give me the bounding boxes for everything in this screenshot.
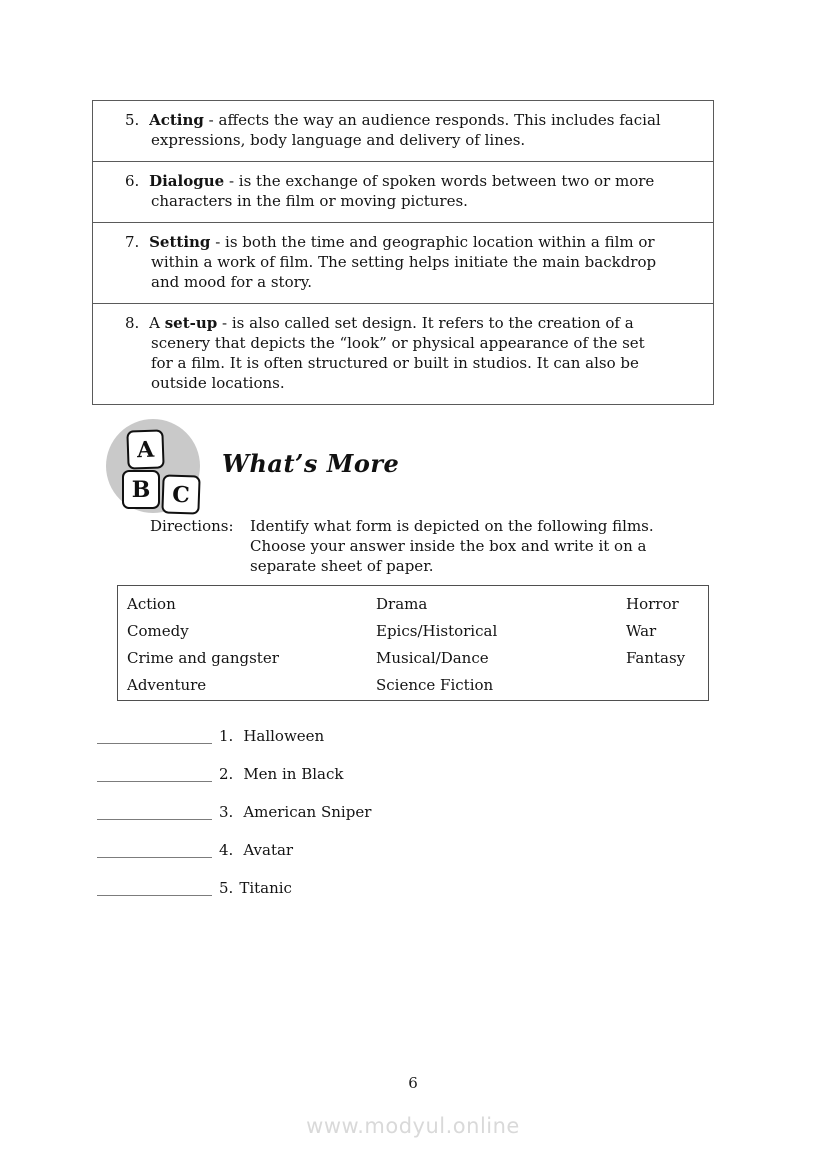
answer-blank bbox=[97, 844, 212, 858]
question-number: 4. bbox=[219, 841, 234, 859]
table-row bbox=[93, 101, 714, 162]
answer-choices-box bbox=[117, 585, 709, 701]
question-item bbox=[97, 727, 371, 765]
definition-item bbox=[125, 232, 667, 292]
choice-item: Crime and gangster bbox=[127, 649, 279, 667]
question-item bbox=[97, 765, 371, 803]
choices-column-2 bbox=[376, 591, 626, 700]
choice-item: Drama bbox=[376, 595, 428, 613]
choice-item: War bbox=[626, 622, 657, 640]
choice-item: Science Fiction bbox=[376, 676, 494, 694]
question-film-title: Halloween bbox=[243, 727, 325, 745]
definition-item bbox=[125, 171, 667, 211]
watermark-text: www.modyul.online bbox=[306, 1114, 520, 1138]
choice-item: Fantasy bbox=[626, 649, 686, 667]
definition-number: 5. bbox=[125, 111, 140, 129]
definition-text: - affects the way an audience responds. This includes facial expressions, body language and delivery of lines. bbox=[151, 111, 661, 149]
question-film-title: Titanic bbox=[239, 879, 292, 897]
definition-number: 8. bbox=[125, 314, 140, 332]
question-number: 5. bbox=[219, 879, 234, 897]
abc-blocks-icon bbox=[106, 419, 200, 513]
choices-column-1 bbox=[127, 591, 376, 700]
question-number: 3. bbox=[219, 803, 234, 821]
question-list bbox=[97, 727, 371, 917]
table-row bbox=[93, 162, 714, 223]
definition-number: 7. bbox=[125, 233, 140, 251]
choice-item: Musical/Dance bbox=[376, 649, 489, 667]
choices-column-3 bbox=[626, 591, 708, 700]
question-film-title: Avatar bbox=[243, 841, 294, 859]
choice-item: Action bbox=[127, 595, 176, 613]
question-number: 2. bbox=[219, 765, 234, 783]
choice-item: Adventure bbox=[127, 676, 207, 694]
question-item bbox=[97, 841, 371, 879]
letter-block-b: B bbox=[122, 470, 160, 509]
page-number: 6 bbox=[408, 1074, 418, 1092]
table-row bbox=[93, 304, 714, 405]
letter-block-c: C bbox=[161, 474, 200, 514]
table-row bbox=[93, 223, 714, 304]
definition-term: set-up bbox=[164, 314, 218, 332]
choice-item: Comedy bbox=[127, 622, 189, 640]
film-elements-definitions-table bbox=[92, 100, 714, 405]
answer-blank bbox=[97, 882, 212, 896]
definition-term: Acting bbox=[149, 111, 204, 129]
question-film-title: Men in Black bbox=[243, 765, 344, 783]
definition-item: 8. A set-up - is also called set design. It refers to the creation of a scenery that depicts the “look” or physical appearance of the set for a film. It is often structured or built in studios. It can also be outside locations. bbox=[125, 314, 645, 392]
letter-block-a: A bbox=[126, 429, 164, 469]
definition-term: Setting bbox=[149, 233, 211, 251]
definition-number: 6. bbox=[125, 172, 140, 190]
choice-item: Epics/Historical bbox=[376, 622, 498, 640]
question-item bbox=[97, 803, 371, 841]
directions-label: Directions: bbox=[150, 517, 234, 535]
question-item bbox=[97, 879, 371, 917]
definition-text: - is both the time and geographic location within a film or within a work of film. The setting helps initiate the main backdrop and mood for a story. bbox=[151, 233, 657, 291]
question-number: 1. bbox=[219, 727, 234, 745]
definition-item bbox=[125, 110, 667, 150]
directions bbox=[150, 516, 710, 576]
choice-item: Horror bbox=[626, 595, 679, 613]
answer-blank bbox=[97, 730, 212, 744]
answer-blank bbox=[97, 768, 212, 782]
section-title: What’s More bbox=[222, 449, 400, 478]
directions-text: Identify what form is depicted on the following films. Choose your answer inside the box and write it on a separate sheet of paper. bbox=[250, 517, 654, 575]
answer-blank bbox=[97, 806, 212, 820]
definition-term: Dialogue bbox=[149, 172, 225, 190]
definition-text: - is the exchange of spoken words between two or more characters in the film or moving pictures. bbox=[151, 172, 655, 210]
question-film-title: American Sniper bbox=[243, 803, 372, 821]
definition-text: - is also called set design. It refers to the creation of a scenery that depicts the “look” or physical appearance of the set for a film. It is often structured or built in studios. It can also be outside locations. bbox=[151, 314, 645, 392]
